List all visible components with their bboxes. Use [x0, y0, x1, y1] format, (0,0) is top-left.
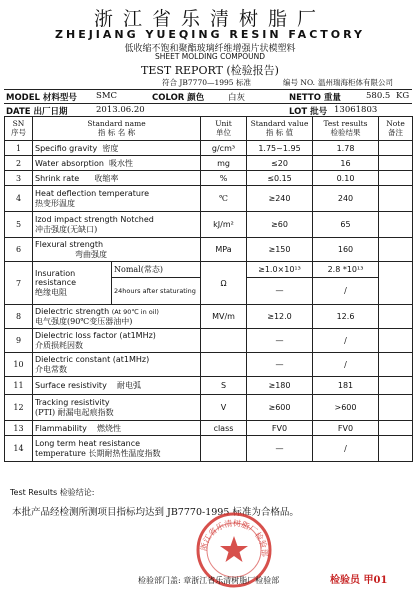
table-row [5, 421, 413, 436]
report-title: TEST REPORT (检验报告) [141, 64, 279, 77]
test-results-table [4, 116, 413, 462]
row-note [379, 171, 413, 186]
table-row [5, 305, 413, 329]
row-unit: S [201, 377, 247, 395]
row-unit: kJ/m² [201, 212, 247, 238]
row-sn: 4 [5, 186, 33, 212]
row-note [379, 141, 413, 156]
row-note [379, 329, 413, 353]
row-value: ≥240 [247, 186, 313, 212]
row-result: 0.10 [313, 171, 379, 186]
table-row [5, 212, 413, 238]
row-unit: mg [201, 156, 247, 171]
row-unit: V [201, 395, 247, 421]
row-result: 2.8 *10¹³ / [313, 262, 379, 305]
row-sn: 14 [5, 436, 33, 462]
row-sn: 6 [5, 238, 33, 262]
row-result: 181 [313, 377, 379, 395]
table-row [5, 436, 413, 462]
table-row [5, 186, 413, 212]
row-value: ≤20 [247, 156, 313, 171]
inspector-signature: 检验员 甲01 [330, 575, 388, 586]
product-name-cn: 低收缩不饱和聚酯玻璃纤维增强片状模塑料 [124, 44, 296, 54]
row-value: ≤0.15 [247, 171, 313, 186]
lot-label: LOT 批号 [289, 107, 328, 117]
info-row-date [4, 103, 412, 117]
inspection-department-signature: 检验部门盖: 章浙江省乐清树脂厂检验部 [138, 576, 280, 585]
row-note [379, 421, 413, 436]
company-name-cn: 浙江省乐清树脂厂 [93, 8, 326, 30]
color-value: 白灰 [228, 93, 246, 103]
row-result: FV0 [313, 421, 379, 436]
number-label: 编号 NO. [283, 78, 316, 87]
row-result: >600 [313, 395, 379, 421]
row-result: / [313, 329, 379, 353]
row-note [379, 395, 413, 421]
row-unit [201, 436, 247, 462]
row-value: ≥150 [247, 238, 313, 262]
row-name [33, 262, 201, 305]
row-value: — [247, 353, 313, 377]
row-unit: class [201, 421, 247, 436]
row-sn: 1 [5, 141, 33, 156]
row-result: 12.6 [313, 305, 379, 329]
table-row [5, 377, 413, 395]
row-value: — [247, 329, 313, 353]
row-sn: 11 [5, 377, 33, 395]
company-name-en: ZHEJIANG YUEQING RESIN FACTORY [55, 28, 365, 41]
row-unit: MPa [201, 238, 247, 262]
header-standard-value: Standard value 指 标 值 [247, 117, 313, 141]
insulation-normal: Nomal(常态) [112, 262, 201, 278]
row-note [379, 262, 413, 305]
row-unit: ℃ [201, 186, 247, 212]
row-unit: % [201, 171, 247, 186]
row-name: Dielectric strength (At 90℃ in oil) 电气强度(90℃变压器油中) [33, 305, 201, 329]
row-sn: 7 [5, 262, 33, 305]
table-row [5, 353, 413, 377]
row-value: 1.75~1.95 [247, 141, 313, 156]
insulation-subtable [33, 262, 200, 304]
row-note [379, 436, 413, 462]
table-row [5, 329, 413, 353]
row-sn: 12 [5, 395, 33, 421]
netto-unit: KG [396, 91, 410, 101]
row-unit: Ω [201, 262, 247, 305]
row-name: Flexural strength 弯曲强度 [33, 238, 201, 262]
row-value: ≥180 [247, 377, 313, 395]
row-note [379, 353, 413, 377]
model-value: SMC [96, 91, 118, 101]
table-row [5, 262, 413, 305]
svg-text:浙江省乐清树脂厂检验部: 浙江省乐清树脂厂检验部 [199, 518, 270, 557]
row-result: 16 [313, 156, 379, 171]
table-header-row [5, 117, 413, 141]
row-result: 240 [313, 186, 379, 212]
model-label: MODEL 材料型号 [6, 93, 77, 103]
row-sn: 13 [5, 421, 33, 436]
row-value: FV0 [247, 421, 313, 436]
row-result: 65 [313, 212, 379, 238]
row-note [379, 212, 413, 238]
table-row [5, 141, 413, 156]
row-unit [201, 353, 247, 377]
netto-label: NETTO 重量 [289, 93, 341, 103]
product-name-en: SHEET MOLDING COMPOUND [154, 52, 266, 61]
row-note [379, 377, 413, 395]
test-results-label: Test Results 检验结论: [10, 488, 95, 497]
table-row [5, 395, 413, 421]
row-name: Specifio gravity 密度 [33, 141, 201, 156]
row-name: Water absorption 吸水性 [33, 156, 201, 171]
row-note [379, 156, 413, 171]
table-row [5, 238, 413, 262]
lot-value: 13061803 [334, 105, 378, 115]
test-conclusion: 本批产品经检测所测项目指标均达到 JB7770-1995 标准为合格品。 [12, 507, 299, 518]
row-sn: 3 [5, 171, 33, 186]
row-value: ≥60 [247, 212, 313, 238]
row-name: Dielectric constant (at1MHz) 介电常数 [33, 353, 201, 377]
header-note: Note 备注 [379, 117, 413, 141]
info-row-model [4, 89, 412, 103]
header-test-results: Test results 检验结果 [313, 117, 379, 141]
row-note [379, 186, 413, 212]
color-label: COLOR 颜色 [152, 93, 205, 103]
table-row [5, 171, 413, 186]
row-name: Heat deflection temperature 热变形温度 [33, 186, 201, 212]
row-name: Shrink rate 收缩率 [33, 171, 201, 186]
row-sn: 5 [5, 212, 33, 238]
row-name: Tracking resistivity (PTI) 耐漏电起痕指数 [33, 395, 201, 421]
row-sn: 9 [5, 329, 33, 353]
row-unit [201, 329, 247, 353]
row-name: Long term heat resistance temperature 长期耐热性温度指数 [33, 436, 201, 462]
row-result: 160 [313, 238, 379, 262]
header-unit: Unit 单位 [201, 117, 247, 141]
netto-value: 580.5 [366, 91, 391, 101]
header-standard-name: Standard name 指 标 名 称 [33, 117, 201, 141]
row-value: ≥600 [247, 395, 313, 421]
row-unit: MV/m [201, 305, 247, 329]
row-name: Izod impact strength Notched 冲击强度(无缺口) [33, 212, 201, 238]
row-result: / [313, 353, 379, 377]
row-value: — [247, 436, 313, 462]
customer-name: 温州瑞海柜体有限公司 [318, 78, 393, 87]
row-name: Dielectric loss factor (at1MHz) 介质损耗因数 [33, 329, 201, 353]
row-unit: g/cm³ [201, 141, 247, 156]
row-note [379, 305, 413, 329]
table-row [5, 156, 413, 171]
row-value: ≥12.0 [247, 305, 313, 329]
row-sn: 8 [5, 305, 33, 329]
header-sn: SN 序号 [5, 117, 33, 141]
row-result: / [313, 436, 379, 462]
insulation-name: Insuration resistance 绝缘电阻 [33, 262, 112, 304]
row-sn: 2 [5, 156, 33, 171]
insulation-24h: 24hours after staturating [114, 287, 196, 295]
row-note [379, 238, 413, 262]
row-value: ≥1.0×10¹³ — [247, 262, 313, 305]
star-icon [220, 536, 248, 562]
date-value: 2013.06.20 [96, 105, 145, 115]
row-name: Surface resistivity 耐电弧 [33, 377, 201, 395]
row-sn: 10 [5, 353, 33, 377]
date-label: DATE 出厂日期 [6, 107, 68, 117]
standard-reference: 符合 JB7770—1995 标准 [162, 78, 251, 87]
row-name: Flammability 燃烧性 [33, 421, 201, 436]
row-result: 1.78 [313, 141, 379, 156]
